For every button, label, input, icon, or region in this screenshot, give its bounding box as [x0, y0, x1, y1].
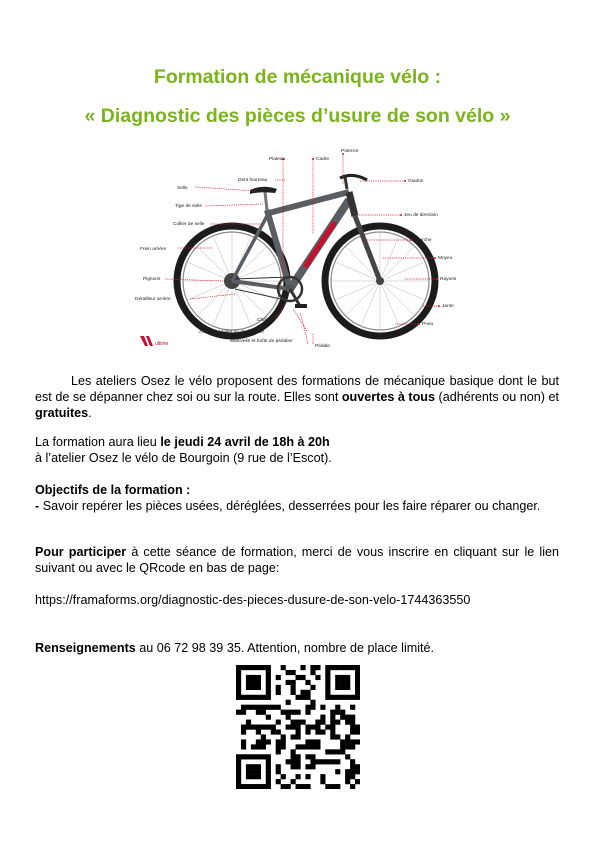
label-jante: Jante [442, 304, 454, 309]
label-manivelle: Manivelle et boîte de pédalier [230, 339, 293, 344]
label-moyeu: Moyeu [438, 256, 453, 261]
objective-item: Savoir repérer les pièces usées, déréglées, desserrées pour les faire réparer ou changer. [42, 499, 541, 513]
participate-paragraph: Pour participer à cette séance de formation, merci de vous inscrire en cliquant sur le lien suivant ou avec le QRcode en bas de page: [35, 545, 560, 575]
label-frein-arriere: Frein arrière [140, 247, 167, 252]
label-dent-fourreau: Dent fourreau [238, 178, 268, 183]
session-address: à l’atelier Osez le vélo de Bourgoin (9 rue de l’Escot). [35, 451, 332, 465]
part-labels [135, 148, 457, 349]
label-rayons: Rayons [440, 277, 457, 282]
objectives-heading: Objectifs de la formation : [35, 483, 191, 497]
title-line-2: « Diagnostic des pièces d’usure de son vélo » [84, 105, 511, 127]
label-selle: Selle [177, 186, 188, 191]
label-chaine: Chaîne [257, 318, 273, 323]
session-date: le jeudi 24 avril de 18h à 20h [160, 435, 330, 449]
brand-logo [140, 336, 169, 347]
intro-open-to-all: ouvertes à tous [341, 390, 435, 404]
registration-link[interactable]: https://framaforms.org/diagnostic-des-pieces-dusure-de-son-velo-1744363550 [35, 593, 471, 607]
objectives-block: Objectifs de la formation : - Savoir repérer les pièces usées, déréglées, desserrées pour les faire réparer ou changer. [35, 483, 541, 513]
bike-parts-diagram [135, 144, 465, 354]
bike-frame [232, 175, 380, 308]
label-collier-selle: Collier de selle [173, 222, 205, 227]
label-cadre: Cadre [316, 157, 330, 162]
qr-code[interactable] [236, 665, 360, 789]
title-line-1: Formation de mécanique vélo : [153, 66, 442, 88]
label-pedale: Pédale [315, 344, 330, 349]
label-guidon: Guidon [408, 179, 424, 184]
label-fourche: Fourche [414, 238, 432, 243]
intro-free: gratuites [35, 406, 89, 420]
intro-paragraph: Les ateliers Osez le vélo proposent des formations de mécanique basique dont le but est de se dépanner chez soi ou sur la route. Elles sont ouvertes à tous (adhérents ou non) et gratuites. [35, 374, 559, 420]
svg-text:ultime: ultime [155, 341, 169, 347]
label-pignons: Pignons [143, 277, 161, 282]
label-jeu-direction: Jeu de direction [404, 213, 438, 218]
label-potence: Potence [341, 149, 359, 154]
label-plateau: Plateau [269, 157, 286, 162]
label-pneu: Pneu [422, 322, 434, 327]
label-derailleur-arriere: Dérailleur arrière [135, 297, 171, 302]
part-leaders [165, 153, 440, 344]
info-paragraph: Renseignements au 06 72 98 39 35. Attention, nombre de place limité. [35, 641, 435, 655]
label-tige-selle: Tige de selle [175, 204, 203, 209]
location-paragraph: La formation aura lieu le jeudi 24 avril de 18h à 20h à l’atelier Osez le vélo de Bourgoin (9 rue de l’Escot). [35, 435, 332, 465]
label-axe-pedalier: Axe de pédalier ou de pédalier [199, 330, 265, 335]
